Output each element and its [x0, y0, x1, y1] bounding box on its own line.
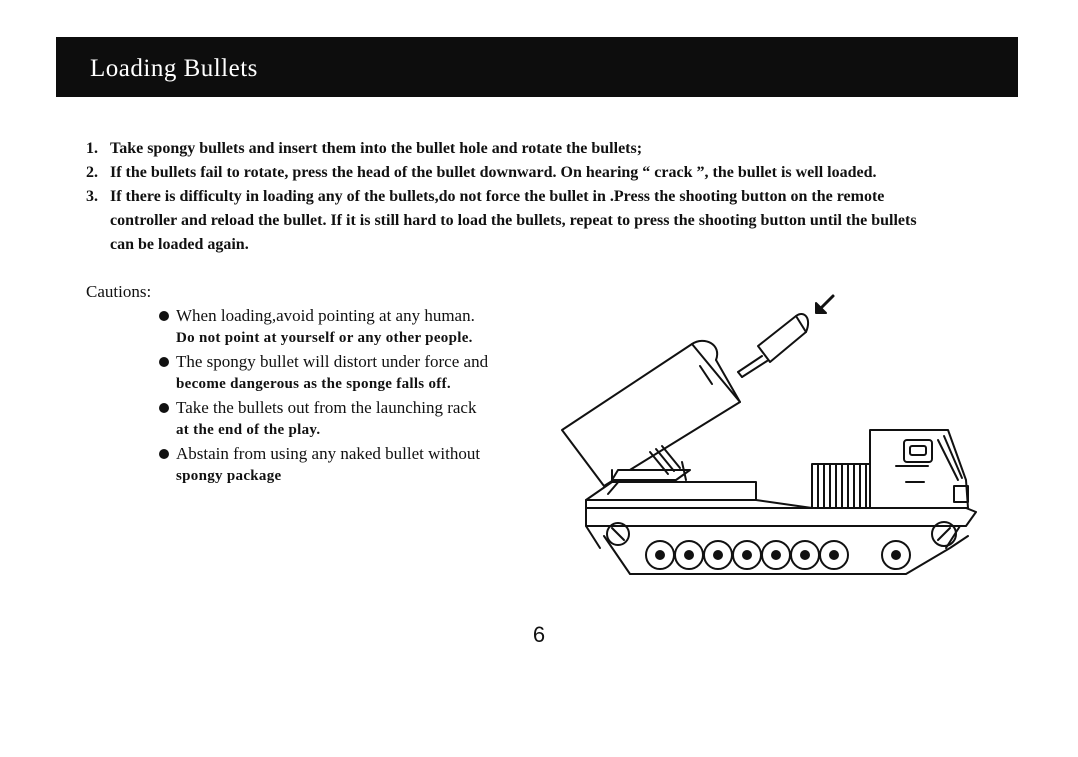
caution-sub-text: Do not point at yourself or any other people. — [176, 330, 473, 346]
road-wheel-icon — [820, 541, 848, 569]
caution-item — [158, 442, 578, 488]
truck-cab — [870, 430, 968, 508]
truck-chassis — [586, 500, 976, 548]
page-number: 6 — [532, 622, 546, 647]
spongy-bullet-icon — [738, 314, 808, 377]
road-wheel-icon — [791, 541, 819, 569]
header-bar — [56, 37, 1018, 97]
cautions-heading: Cautions: — [86, 282, 152, 301]
road-wheel-icon — [882, 541, 910, 569]
road-wheel-icon — [704, 541, 732, 569]
road-wheel-icon — [762, 541, 790, 569]
page-title: Loading Bullets — [90, 55, 258, 82]
rocket-launcher-truck-illustration — [550, 288, 982, 584]
step-text: If there is difficulty in loading any of the bullets,do not force the bullet in .Press the shooting button on the remote controller and reload the bullet. If it is still hard to load the bullets, repeat to press the shooting button until the bullets can be loaded again. — [110, 188, 917, 253]
caution-item — [158, 350, 578, 396]
step-item — [86, 185, 926, 257]
caution-main-text: When loading,avoid pointing at any human. — [176, 306, 475, 325]
bullet-point-icon — [159, 449, 169, 459]
caution-sub-text: become dangerous as the sponge falls off. — [176, 376, 451, 392]
caution-sub-text: at the end of the play. — [176, 422, 321, 438]
bullet-point-icon — [159, 403, 169, 413]
road-wheel-icon — [675, 541, 703, 569]
caution-sub-text: spongy package — [176, 468, 282, 484]
engine-grille — [812, 464, 872, 508]
step-item — [86, 137, 926, 161]
bullet-point-icon — [159, 311, 169, 321]
step-number: 3. — [86, 188, 98, 205]
caution-item — [158, 304, 578, 350]
caution-main-text: Take the bullets out from the launching rack — [176, 398, 477, 417]
step-number: 2. — [86, 164, 98, 181]
launcher-pod — [562, 341, 740, 486]
cautions-list — [158, 304, 578, 488]
road-wheel-icon — [646, 541, 674, 569]
loading-steps-list — [86, 137, 926, 257]
caution-main-text: Abstain from using any naked bullet without — [176, 444, 481, 463]
road-wheel-icon — [733, 541, 761, 569]
caution-main-text: The spongy bullet will distort under force and — [176, 352, 489, 371]
bullet-point-icon — [159, 357, 169, 367]
step-number: 1. — [86, 140, 98, 157]
step-item — [86, 161, 926, 185]
caution-item — [158, 396, 578, 442]
step-text: Take spongy bullets and insert them into the bullet hole and rotate the bullets; — [110, 140, 643, 157]
step-text: If the bullets fail to rotate, press the head of the bullet downward. On hearing “ crack ”, the bullet is well loaded. — [110, 164, 877, 181]
insert-arrow-icon — [816, 296, 833, 313]
